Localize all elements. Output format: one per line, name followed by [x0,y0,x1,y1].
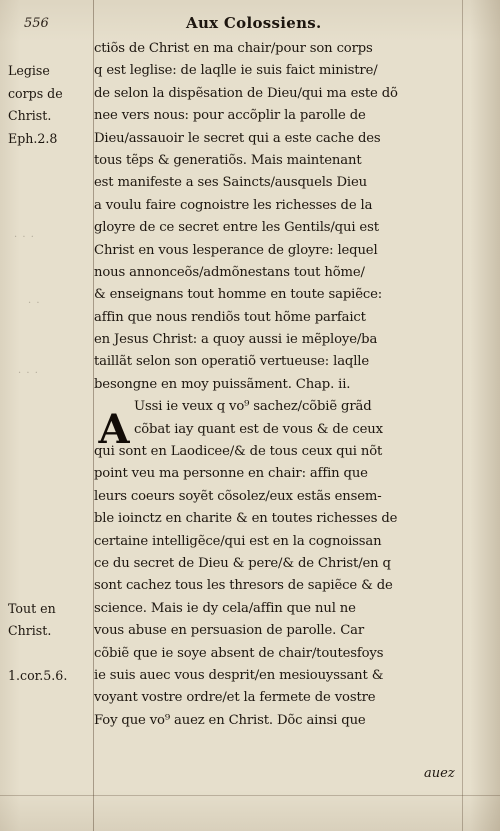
text-line: ble ioinctz en charite & en toutes richesses de [94,511,398,527]
faint-bleedthrough: · · · [18,368,39,379]
right-column-rule [462,0,463,831]
margin-note: Tout en [8,601,56,616]
text-line: cõbat iay quant est de vous & de ceux [134,421,383,437]
drop-initial: A [98,406,130,453]
text-line: Dieu/assauoir le secret qui a este cache des [94,130,381,146]
text-line: cõbiẽ que ie soye absent de chair/toutesfoys [94,645,384,661]
text-line: ce du secret de Dieu & pere/& de Christ/en q [94,555,391,571]
text-line: taillãt selon son operatiõ vertueuse: laqlle [94,354,369,370]
margin-note: Christ. [8,623,52,639]
text-line: Christ en vous lesperance de gloyre: lequel [94,242,378,258]
text-line: Foy que vo⁹ auez en Christ. Dõc ainsi que [94,712,366,728]
text-line: & enseignans tout homme en toute sapiẽce: [94,287,383,303]
text-line: besongne en moy puissãment. Chap. ii. [94,376,351,392]
text-line: point veu ma personne en chair: affin que [94,466,368,482]
text-line: de selon la dispẽsation de Dieu/qui ma este dõ [94,85,398,101]
text-line: nee vers nous: pour accõplir la parolle de [94,108,366,124]
margin-note: Legise [8,63,50,79]
text-line: qui sont en Laodicee/& de tous ceux qui nõt [94,444,383,460]
catchword: auez [424,766,455,781]
text-line: en Jesus Christ: a quoy aussi ie mẽploye/ba [94,332,378,348]
running-title: Aux Colossiens. [186,14,322,32]
faint-bleedthrough: · · [28,298,41,309]
margin-note: Eph.2.8 [8,130,58,146]
text-line: affin que nous rendiõs tout hõme parfaict [94,309,366,325]
text-line: gloyre de ce secret entre les Gentils/qui est [94,220,379,236]
text-line: tous tẽps & generatiõs. Mais maintenant [94,152,362,168]
text-line: nous annonceõs/admõnestans tout hõme/ [94,264,365,280]
text-line: voyant vostre ordre/et la fermete de vostre [94,690,376,706]
page-header [0,14,500,38]
text-line: est manifeste a ses Saincts/ausquels Dieu [94,175,367,191]
margin-note: corps de [8,85,63,101]
text-line: ie suis auec vous desprit/en mesiouyssant & [94,667,384,683]
text-line: vous abuse en persuasion de parolle. Car [94,623,365,639]
margin-note: Christ. [8,108,52,124]
text-line: certaine intelligẽce/qui est en la cognoissan [94,533,382,549]
text-line: ctiõs de Christ en ma chair/pour son corps [94,41,373,56]
text-line: a voulu faire cognoistre les richesses de la [94,197,373,213]
margin-note: 1.cor.5.6. [8,668,68,684]
body-text [94,38,460,732]
text-line: leurs coeurs soyẽt cõsolez/eux estãs ensem- [94,488,382,504]
page-number: 556 [24,16,49,31]
text-line: q est leglise: de laqlle ie suis faict ministre/ [94,63,378,79]
faint-bleedthrough: · · · [14,232,35,243]
text-line: Ussi ie veux q vo⁹ sachez/cõbiẽ grãd [134,399,372,415]
text-line: science. Mais ie dy cela/affin que nul ne [94,600,356,616]
bottom-rule [0,795,500,796]
text-line: sont cachez tous les thresors de sapiẽce & de [94,578,393,594]
